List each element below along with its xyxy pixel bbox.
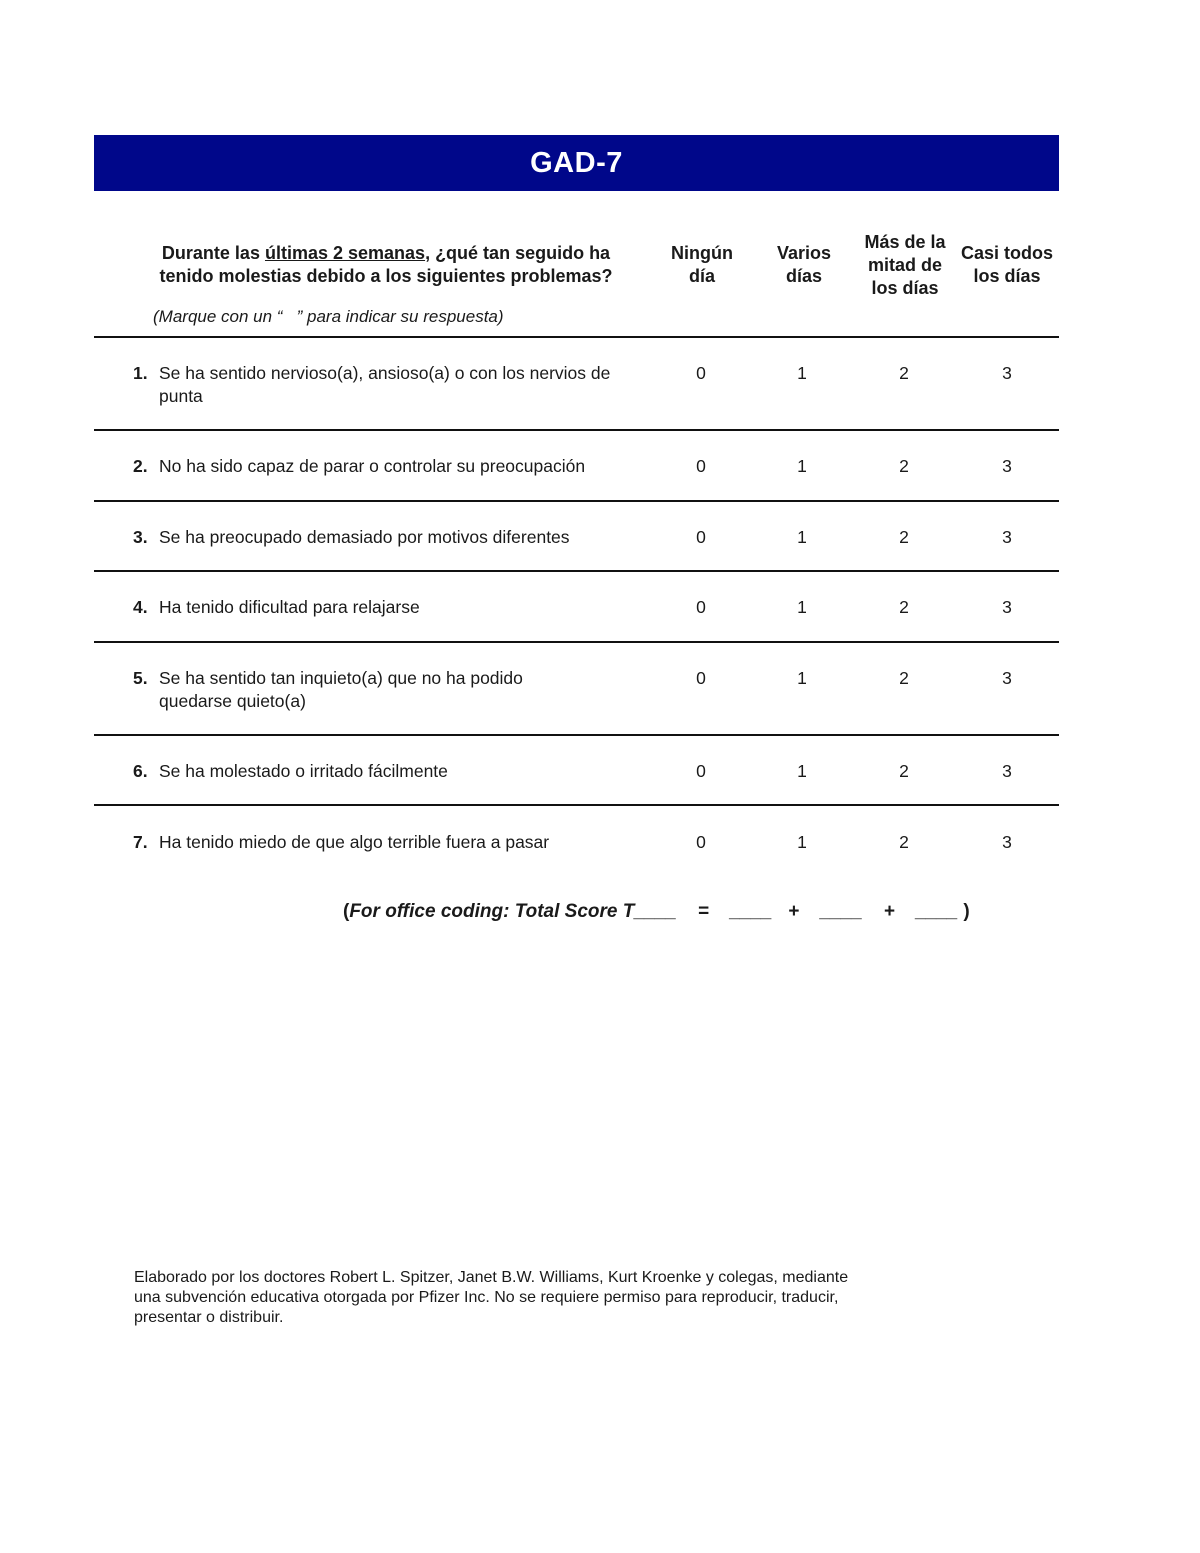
score-option-3[interactable]: 3 (1002, 761, 1012, 781)
divider (94, 734, 1059, 736)
score-option-1[interactable]: 1 (797, 668, 807, 688)
question-number: 5. (133, 668, 148, 688)
score-option-0[interactable]: 0 (696, 761, 706, 781)
score-option-0[interactable]: 0 (696, 668, 706, 688)
question-text: Se ha sentido nervioso(a), ansioso(a) o con los nervios de punta (159, 363, 611, 406)
question-text: Se ha preocupado demasiado por motivos diferentes (159, 527, 570, 547)
question-number: 2. (133, 456, 148, 476)
office-coding-label: For office coding: Total Score T____ = ____ + ____ + ____ (349, 901, 964, 922)
question-text: Se ha sentido tan inquieto(a) que no ha podido quedarse quieto(a) (159, 668, 523, 711)
question-row-6 (133, 760, 653, 783)
form-title: GAD-7 (94, 135, 1059, 191)
column-header-casi-todos: Casi todos los días (960, 243, 1053, 286)
column-header-mas-de-la-mitad: Más de la mitad de los días (864, 232, 946, 298)
underlined-period: últimas 2 semanas (264, 243, 426, 263)
score-option-0[interactable]: 0 (696, 456, 706, 476)
question-number: 4. (133, 597, 148, 617)
question-text: No ha sido capaz de parar o controlar su preocupación (159, 456, 586, 476)
score-option-3[interactable]: 3 (1002, 527, 1012, 547)
score-option-1[interactable]: 1 (797, 832, 807, 852)
score-option-2[interactable]: 2 (899, 668, 909, 688)
question-number: 1. (133, 363, 148, 383)
score-option-3[interactable]: 3 (1002, 456, 1012, 476)
header-instruction: (Marque con un “ ” para indicar su respuesta) (153, 307, 504, 326)
question-row-5 (133, 667, 653, 713)
score-option-2[interactable]: 2 (899, 597, 909, 617)
question-row-4 (133, 596, 653, 619)
question-number: 3. (133, 527, 148, 547)
header-question-line1: Durante las últimas 2 semanas, ¿qué tan seguido ha (161, 243, 611, 263)
divider (94, 429, 1059, 431)
question-number: 7. (133, 832, 148, 852)
question-row-3 (133, 526, 653, 549)
score-option-3[interactable]: 3 (1002, 597, 1012, 617)
office-coding-line: (For office coding: Total Score T____ = ____ + ____ + ____ ) (343, 901, 970, 922)
question-text: Se ha molestado o irritado fácilmente (159, 761, 448, 781)
divider (94, 570, 1059, 572)
column-header-varios-dias: Varios días (776, 243, 832, 286)
question-text: Ha tenido miedo de que algo terrible fuera a pasar (159, 832, 550, 852)
divider (94, 641, 1059, 643)
question-text: Ha tenido dificultad para relajarse (159, 597, 420, 617)
question-row-2 (133, 455, 653, 478)
score-option-2[interactable]: 2 (899, 832, 909, 852)
score-option-0[interactable]: 0 (696, 363, 706, 383)
score-option-1[interactable]: 1 (797, 761, 807, 781)
score-option-1[interactable]: 1 (797, 363, 807, 383)
score-option-0[interactable]: 0 (696, 832, 706, 852)
score-option-3[interactable]: 3 (1002, 668, 1012, 688)
score-option-2[interactable]: 2 (899, 363, 909, 383)
score-option-0[interactable]: 0 (696, 597, 706, 617)
header-question-line2: tenido molestias debido a los siguientes problemas? (159, 266, 613, 286)
score-option-1[interactable]: 1 (797, 597, 807, 617)
score-option-2[interactable]: 2 (899, 761, 909, 781)
column-header-ningun-dia: Ningún día (671, 243, 733, 286)
question-row-7 (133, 831, 653, 854)
footer-credits: Elaborado por los doctores Robert L. Spitzer, Janet B.W. Williams, Kurt Kroenke y colegas, mediante una subvención educativa otorgada por Pfizer Inc. No se requiere permiso para reproducir, traducir, presentar o distribuir. (134, 1269, 849, 1326)
question-row-1 (133, 362, 653, 408)
divider (94, 804, 1059, 806)
score-option-3[interactable]: 3 (1002, 363, 1012, 383)
question-number: 6. (133, 761, 148, 781)
score-option-2[interactable]: 2 (899, 456, 909, 476)
score-option-1[interactable]: 1 (797, 527, 807, 547)
score-option-3[interactable]: 3 (1002, 832, 1012, 852)
score-option-1[interactable]: 1 (797, 456, 807, 476)
score-option-2[interactable]: 2 (899, 527, 909, 547)
divider (94, 500, 1059, 502)
header-question (126, 242, 646, 288)
divider (94, 336, 1059, 338)
score-option-0[interactable]: 0 (696, 527, 706, 547)
